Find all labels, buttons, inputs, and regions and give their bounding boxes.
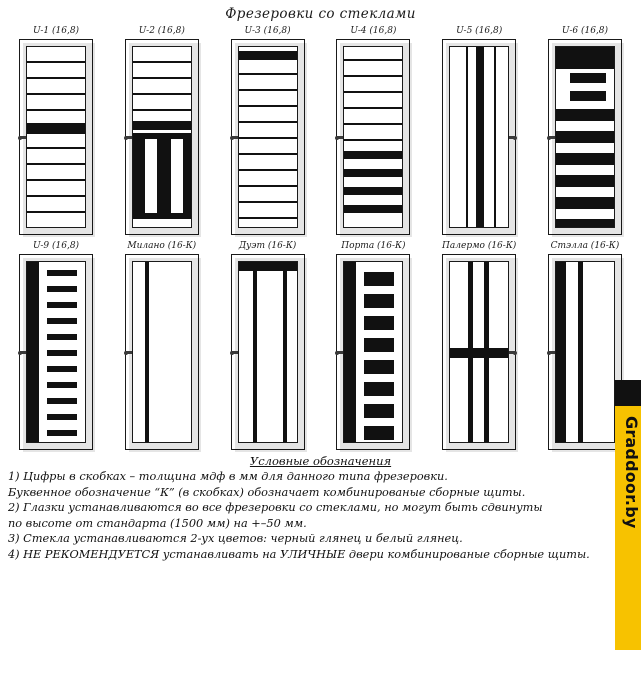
- watermark-text: Graddoor.by: [622, 416, 641, 529]
- door-label-u3: U-3 (16,8): [244, 26, 291, 36]
- door-cell-u6[interactable]: [535, 24, 635, 235]
- door-cell-u9[interactable]: [6, 239, 106, 450]
- legend-line-4: по высоте от стандарта (1500 мм) на +–50 мм.: [8, 516, 307, 530]
- door-panel: [132, 261, 192, 443]
- door-cell-u3[interactable]: [218, 24, 318, 235]
- door-label-u1: U-1 (16,8): [32, 26, 80, 36]
- door-figure-u3[interactable]: [231, 39, 305, 235]
- door-figure-u5[interactable]: [442, 39, 516, 235]
- door-panel: [449, 261, 509, 443]
- door-panel: [555, 261, 615, 443]
- door-cell-duet[interactable]: [218, 239, 318, 450]
- door-panel: [238, 46, 298, 228]
- door-label-u4: U-4 (16,8): [350, 26, 397, 36]
- legend-line-2: Буквенное обозначение “К” (в скобках) обозначает комбинированые сборные щиты.: [8, 485, 526, 499]
- door-figure-stella[interactable]: [548, 254, 622, 450]
- door-catalog-grid: [0, 22, 641, 450]
- door-label-u5: U-5 (16,8): [456, 26, 503, 36]
- door-panel: [26, 46, 86, 228]
- door-panel: [343, 261, 403, 443]
- door-cell-milano[interactable]: [112, 239, 212, 450]
- watermark-badge: [615, 380, 641, 650]
- door-cell-u5[interactable]: [429, 24, 529, 235]
- legend-line-6: 4) НЕ РЕКОМЕНДУЕТСЯ устанавливать на УЛИЧНЫЕ двери комбинированые сборные щиты.: [8, 547, 590, 561]
- door-label-u6: U-6 (16,8): [561, 26, 609, 36]
- legend-section: [0, 450, 641, 562]
- door-panel: [555, 46, 615, 228]
- legend-title: Условные обозначения: [249, 454, 392, 468]
- legend-line-1: 1) Цифры в скобках – толщина мдф в мм для данного типа фрезеровки.: [8, 470, 448, 483]
- door-label-u9: U-9 (16,8): [32, 241, 80, 251]
- door-figure-milano[interactable]: [125, 254, 199, 450]
- door-figure-u4[interactable]: [336, 39, 410, 235]
- legend-line-3: 2) Глазки устанавливаются во все фрезеровки со стеклами, но могут быть сдвинуты: [8, 501, 543, 514]
- door-cell-u2[interactable]: [112, 24, 212, 235]
- door-label-stella: Стэлла (16-К): [550, 241, 620, 251]
- door-figure-palermo[interactable]: [442, 254, 516, 450]
- door-label-duet: Дуэт (16-К): [238, 241, 297, 251]
- door-figure-porta[interactable]: [336, 254, 410, 450]
- door-panel: [449, 46, 509, 228]
- door-panel: [26, 261, 86, 443]
- door-row-2: [6, 239, 635, 450]
- door-cell-u4[interactable]: [323, 24, 423, 235]
- door-figure-duet[interactable]: [231, 254, 305, 450]
- door-label-palermo: Палермо (16-К): [442, 241, 517, 251]
- door-cell-u1[interactable]: [6, 24, 106, 235]
- door-figure-u1[interactable]: [19, 39, 93, 235]
- door-figure-u2[interactable]: [125, 39, 199, 235]
- door-cell-palermo[interactable]: [429, 239, 529, 450]
- door-label-porta: Порта (16-К): [341, 241, 406, 251]
- door-cell-porta[interactable]: [323, 239, 423, 450]
- door-figure-u9[interactable]: [19, 254, 93, 450]
- watermark-accent-block: [615, 380, 641, 406]
- door-label-milano: Милано (16-К): [127, 241, 197, 251]
- door-panel: [238, 261, 298, 443]
- door-label-u2: U-2 (16,8): [138, 26, 185, 36]
- door-panel: [343, 46, 403, 228]
- door-row-1: [6, 24, 635, 235]
- door-panel: [132, 46, 192, 228]
- legend-line-5: 3) Стекла устанавливаются 2-ух цветов: черный глянец и белый глянец.: [8, 532, 463, 545]
- page-title: Фрезеровки со стеклами: [225, 6, 416, 22]
- door-figure-u6[interactable]: [548, 39, 622, 235]
